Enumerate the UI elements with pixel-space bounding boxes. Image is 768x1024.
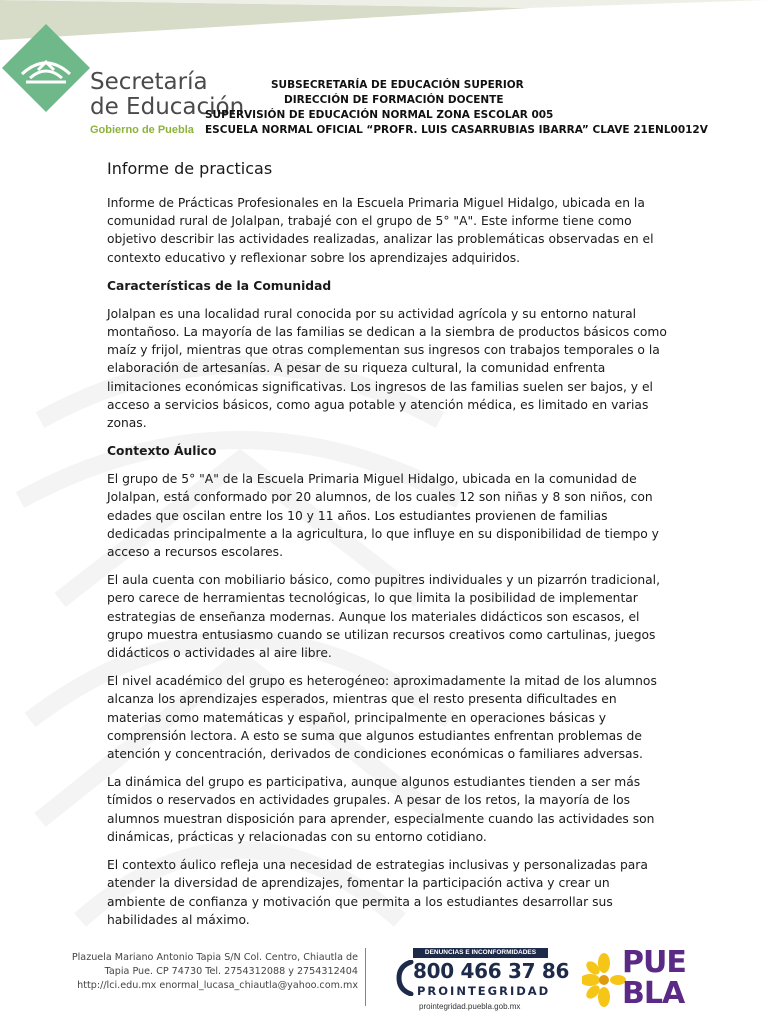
contexto-paragraph-2: El aula cuenta con mobiliario básico, como pupitres individuales y un pizarrón tradicional, pero carece de herramientas tecnológicas, lo que limita la posibilidad de implementar estrategias de enseñanza modernas. Aunque los materiales didácticos son escasos, el grupo muestra entusiasmo cuando se utilizan recursos creativos como cartulinas, juegos didácticos o actividades al aire libre. <box>107 573 661 661</box>
header-line-subsecretaria: SUBSECRETARÍA DE EDUCACIÓN SUPERIOR <box>271 79 524 91</box>
footer-divider <box>365 948 366 1006</box>
header-line-direccion: DIRECCIÓN DE FORMACIÓN DOCENTE <box>284 94 504 106</box>
prointegridad-logo <box>395 948 570 1018</box>
org-name-line2: de Educación <box>90 94 245 120</box>
org-government-label: Gobierno de Puebla <box>90 124 194 136</box>
flower-icon <box>582 953 626 1007</box>
contexto-paragraph-1: El grupo de 5° "A" de la Escuela Primaria Miguel Hidalgo, ubicada en la comunidad de Jolalpan, está conformado por 20 alumnos, de los cuales 12 son niñas y 8 son niños, con edades que oscilan entre los 10 y 11 años. Los estudiantes provienen de familias dedicadas principalmente a la agricultura, lo que influye en su disponibilidad de tiempo y acceso a recursos escolares. <box>107 472 659 560</box>
institution-header <box>205 78 708 138</box>
puebla-wordmark-line2: BLA <box>622 976 685 1011</box>
prointegridad-brand: PROINTEGRIDAD <box>417 984 551 998</box>
comunidad-paragraph: Jolalpan es una localidad rural conocida por su actividad agrícola y su entorno natural montañoso. La mayoría de las familias se dedican a la siembra de productos básicos como maíz y frijol, mientras que otras complementan sus ingresos con trabajos temporales o la elaboración de artesanías. A pesar de su riqueza cultural, la comunidad enfrenta limitaciones económicas significativas. Los ingresos de las familias suelen ser bajos, y el acceso a servicios básicos, como agua potable y atención médica, es limitado en varias zonas. <box>107 306 667 431</box>
header-decorative-band <box>0 0 768 40</box>
prointegridad-phone: 800 466 37 86 <box>413 959 570 983</box>
prointegridad-url[interactable]: prointegridad.puebla.gob.mx <box>419 1002 521 1011</box>
contexto-paragraph-5: El contexto áulico refleja una necesidad de estrategias inclusivas y personalizadas para atender la diversidad de aprendizajes, fomentar la participación activa y crear un ambiente de confianza y motivación que permita a los estudiantes desarrollar sus habilidades al máximo. <box>107 858 648 927</box>
prointegridad-banner: DENUNCIAS E INCONFORMIDADES <box>413 948 548 958</box>
document-title: Informe de practicas <box>107 159 273 178</box>
document-body <box>107 158 667 939</box>
section-heading-contexto: Contexto Áulico <box>107 444 217 459</box>
footer-address-line1: Plazuela Mariano Antonio Tapia S/N Col. Centro, Chiautla de <box>71 952 358 963</box>
contexto-paragraph-3: El nivel académico del grupo es heterogéneo: aproximadamente la mitad de los alumnos alcanza los aprendizajes esperados, mientras que el resto presenta dificultades en materias como matemáticas y español, principalmente en operaciones básicas y comprensión lectora. A esto se suma que algunos estudiantes enfrentan problemas de atención y concentración, derivados de condiciones económicas o familiares adversas. <box>107 674 657 762</box>
secretaria-logo-icon <box>0 22 92 114</box>
intro-paragraph: Informe de Prácticas Profesionales en la Escuela Primaria Miguel Hidalgo, ubicada en la comunidad rural de Jolalpan, trabajé con el grupo de 5° "A". Este informe tiene como objetivo describir las actividades realizadas, analizar las problemáticas observadas en el contexto educativo y reflexionar sobre los aprendizajes adquiridos. <box>107 196 654 265</box>
footer-address-line2: Tapia Pue. CP 74730 Tel. 2754312088 y 2754312404 <box>104 965 358 977</box>
puebla-wordmark <box>622 947 686 1009</box>
contexto-paragraph-4: La dinámica del grupo es participativa, aunque algunos estudiantes tienden a ser más tímidos o reservados en actividades grupales. A pesar de los retos, la mayoría de los alumnos muestran disposición para aprender, especialmente cuando las actividades son dinámicas, prácticas y relacionadas con su entorno cotidiano. <box>107 775 655 844</box>
section-heading-comunidad: Características de la Comunidad <box>107 278 332 293</box>
org-name-line1: Secretaría <box>90 69 208 95</box>
footer-contact-line[interactable]: http://lci.edu.mx enormal_lucasa_chiautla@yahoo.com.mx <box>77 979 358 991</box>
header-line-escuela: ESCUELA NORMAL OFICIAL “PROFR. LUIS CASARRUBIAS IBARRA” CLAVE 21ENL0012V <box>205 124 708 136</box>
footer-address <box>40 951 358 992</box>
puebla-wordmark-line1: PUE <box>622 945 686 980</box>
header-line-supervision: SUPERVISIÓN DE EDUCACIÓN NORMAL ZONA ESCOLAR 005 <box>205 109 554 121</box>
puebla-logo <box>582 945 692 1015</box>
